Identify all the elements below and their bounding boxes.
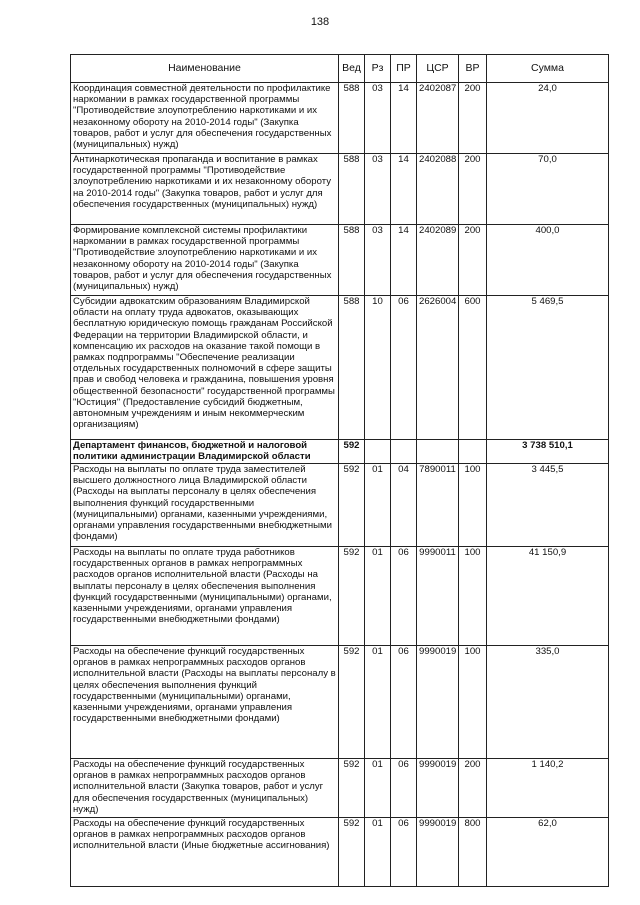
table-row xyxy=(71,759,609,818)
row-vr: 100 xyxy=(459,464,487,547)
row-csr: 2402088 xyxy=(417,154,459,225)
row-vr: 800 xyxy=(459,818,487,887)
row-csr xyxy=(417,440,459,464)
row-sum: 3 445,5 xyxy=(487,464,609,547)
table-row xyxy=(71,440,609,464)
row-sum: 5 469,5 xyxy=(487,296,609,440)
row-pr: 14 xyxy=(391,83,417,154)
row-vr: 200 xyxy=(459,154,487,225)
row-name: Расходы на обеспечение функций государственных органов в рамках непрограммных расходов органов исполнительной власти (Закупка товаров, работ и услуг для обеспечения государственных (муниципальных) нужд) xyxy=(71,759,339,818)
header-vr: ВР xyxy=(459,55,487,83)
row-pr: 04 xyxy=(391,464,417,547)
row-csr: 7890011 xyxy=(417,464,459,547)
row-rz: 03 xyxy=(365,225,391,296)
row-sum: 70,0 xyxy=(487,154,609,225)
row-pr: 06 xyxy=(391,818,417,887)
row-name: Департамент финансов, бюджетной и налоговой политики администрации Владимирской области xyxy=(71,440,339,464)
row-name: Формирование комплексной системы профилактики наркомании в рамках государственной программы "Противодействие злоупотреблению наркотиками и их незаконному обороту на 2010-2014 годы" (Закупка товаров, работ и услуг для обеспечения государственных (муниципальных) нужд) xyxy=(71,225,339,296)
table-header-row xyxy=(71,55,609,83)
row-pr: 06 xyxy=(391,646,417,759)
row-name: Антинаркотическая пропаганда и воспитание в рамках государственной программы "Противодействие злоупотреблению наркотиками и их незаконному обороту на 2010-2014 годы" (Закупка товаров, работ и услуг для обеспечения государственных (муниципальных) нужд) xyxy=(71,154,339,225)
row-ved: 592 xyxy=(339,464,365,547)
header-sum: Сумма xyxy=(487,55,609,83)
table-row xyxy=(71,225,609,296)
row-vr: 200 xyxy=(459,225,487,296)
row-sum: 1 140,2 xyxy=(487,759,609,818)
row-vr: 200 xyxy=(459,759,487,818)
row-name: Субсидии адвокатским образованиям Владимирской области на оплату труда адвокатов, оказывающих бесплатную юридическую помощь гражданам Российской Федерации на территории Владимирской области, и компенсацию их расходов на оказание такой помощи в рамках подпрограммы "Обеспечение реализации отдельных государственных полномочий в сфере защиты прав и свобод человека и гражданина, повышения уровня общественной безопасности" государственной программы "Юстиция" (Предоставление субсидий бюджетным, автономным учреждениям и иным некоммерческим организациям) xyxy=(71,296,339,440)
row-rz: 01 xyxy=(365,646,391,759)
row-rz: 01 xyxy=(365,759,391,818)
row-csr: 9990019 xyxy=(417,759,459,818)
row-sum: 62,0 xyxy=(487,818,609,887)
table-row xyxy=(71,464,609,547)
row-name: Расходы на выплаты по оплате труда заместителей высшего должностного лица Владимирской области (Расходы на выплаты персоналу в целях обеспечения выполнения функций государственными (муниципальными) органами, казенными учреждениями, органами управления государственными внебюджетными фондами) xyxy=(71,464,339,547)
table-row xyxy=(71,296,609,440)
row-csr: 9990019 xyxy=(417,818,459,887)
table-row xyxy=(71,154,609,225)
row-ved: 592 xyxy=(339,440,365,464)
budget-table xyxy=(70,54,609,887)
row-vr: 600 xyxy=(459,296,487,440)
row-ved: 592 xyxy=(339,759,365,818)
row-name: Координация совместной деятельности по профилактике наркомании в рамках государственной программы "Противодействие злоупотреблению наркотиками и их незаконному обороту на 2010-2014 годы" (Закупка товаров, работ и услуг для обеспечения государственных (муниципальных) нужд) xyxy=(71,83,339,154)
header-name: Наименование xyxy=(71,55,339,83)
row-rz: 10 xyxy=(365,296,391,440)
row-rz: 01 xyxy=(365,818,391,887)
row-csr: 2626004 xyxy=(417,296,459,440)
table-row xyxy=(71,646,609,759)
row-name: Расходы на обеспечение функций государственных органов в рамках непрограммных расходов органов исполнительной власти (Расходы на выплаты персоналу в целях обеспечения выполнения функций государственными (муниципальными) органами, казенными учреждениями, органами управления государственными внебюджетными фондами) xyxy=(71,646,339,759)
row-vr: 200 xyxy=(459,83,487,154)
row-name: Расходы на обеспечение функций государственных органов в рамках непрограммных расходов органов исполнительной власти (Иные бюджетные ассигнования) xyxy=(71,818,339,887)
row-pr: 06 xyxy=(391,547,417,646)
row-vr: 100 xyxy=(459,646,487,759)
row-ved: 588 xyxy=(339,225,365,296)
row-pr: 06 xyxy=(391,296,417,440)
header-pr: ПР xyxy=(391,55,417,83)
row-csr: 9990019 xyxy=(417,646,459,759)
row-csr: 2402089 xyxy=(417,225,459,296)
row-rz: 01 xyxy=(365,547,391,646)
row-pr: 14 xyxy=(391,225,417,296)
table-row xyxy=(71,818,609,887)
row-pr: 06 xyxy=(391,759,417,818)
row-rz xyxy=(365,440,391,464)
row-name: Расходы на выплаты по оплате труда работников государственных органов в рамках непрограммных расходов органов исполнительной власти (Расходы на выплаты персоналу в целях обеспечения выполнения функций государственными (муниципальными) органами, казенными учреждениями, органами управления государственными внебюджетными фондами) xyxy=(71,547,339,646)
row-vr: 100 xyxy=(459,547,487,646)
row-ved: 588 xyxy=(339,296,365,440)
row-rz: 03 xyxy=(365,154,391,225)
table-row xyxy=(71,83,609,154)
row-ved: 592 xyxy=(339,547,365,646)
table-row xyxy=(71,547,609,646)
row-pr: 14 xyxy=(391,154,417,225)
header-csr: ЦСР xyxy=(417,55,459,83)
row-sum: 3 738 510,1 xyxy=(487,440,609,464)
row-ved: 592 xyxy=(339,818,365,887)
row-pr xyxy=(391,440,417,464)
header-rz: Рз xyxy=(365,55,391,83)
row-rz: 01 xyxy=(365,464,391,547)
row-csr: 9990011 xyxy=(417,547,459,646)
row-sum: 41 150,9 xyxy=(487,547,609,646)
row-sum: 24,0 xyxy=(487,83,609,154)
row-ved: 592 xyxy=(339,646,365,759)
row-csr: 2402087 xyxy=(417,83,459,154)
row-vr xyxy=(459,440,487,464)
row-ved: 588 xyxy=(339,83,365,154)
page-number: 138 xyxy=(310,16,330,28)
row-ved: 588 xyxy=(339,154,365,225)
header-ved: Вед xyxy=(339,55,365,83)
row-rz: 03 xyxy=(365,83,391,154)
row-sum: 400,0 xyxy=(487,225,609,296)
row-sum: 335,0 xyxy=(487,646,609,759)
